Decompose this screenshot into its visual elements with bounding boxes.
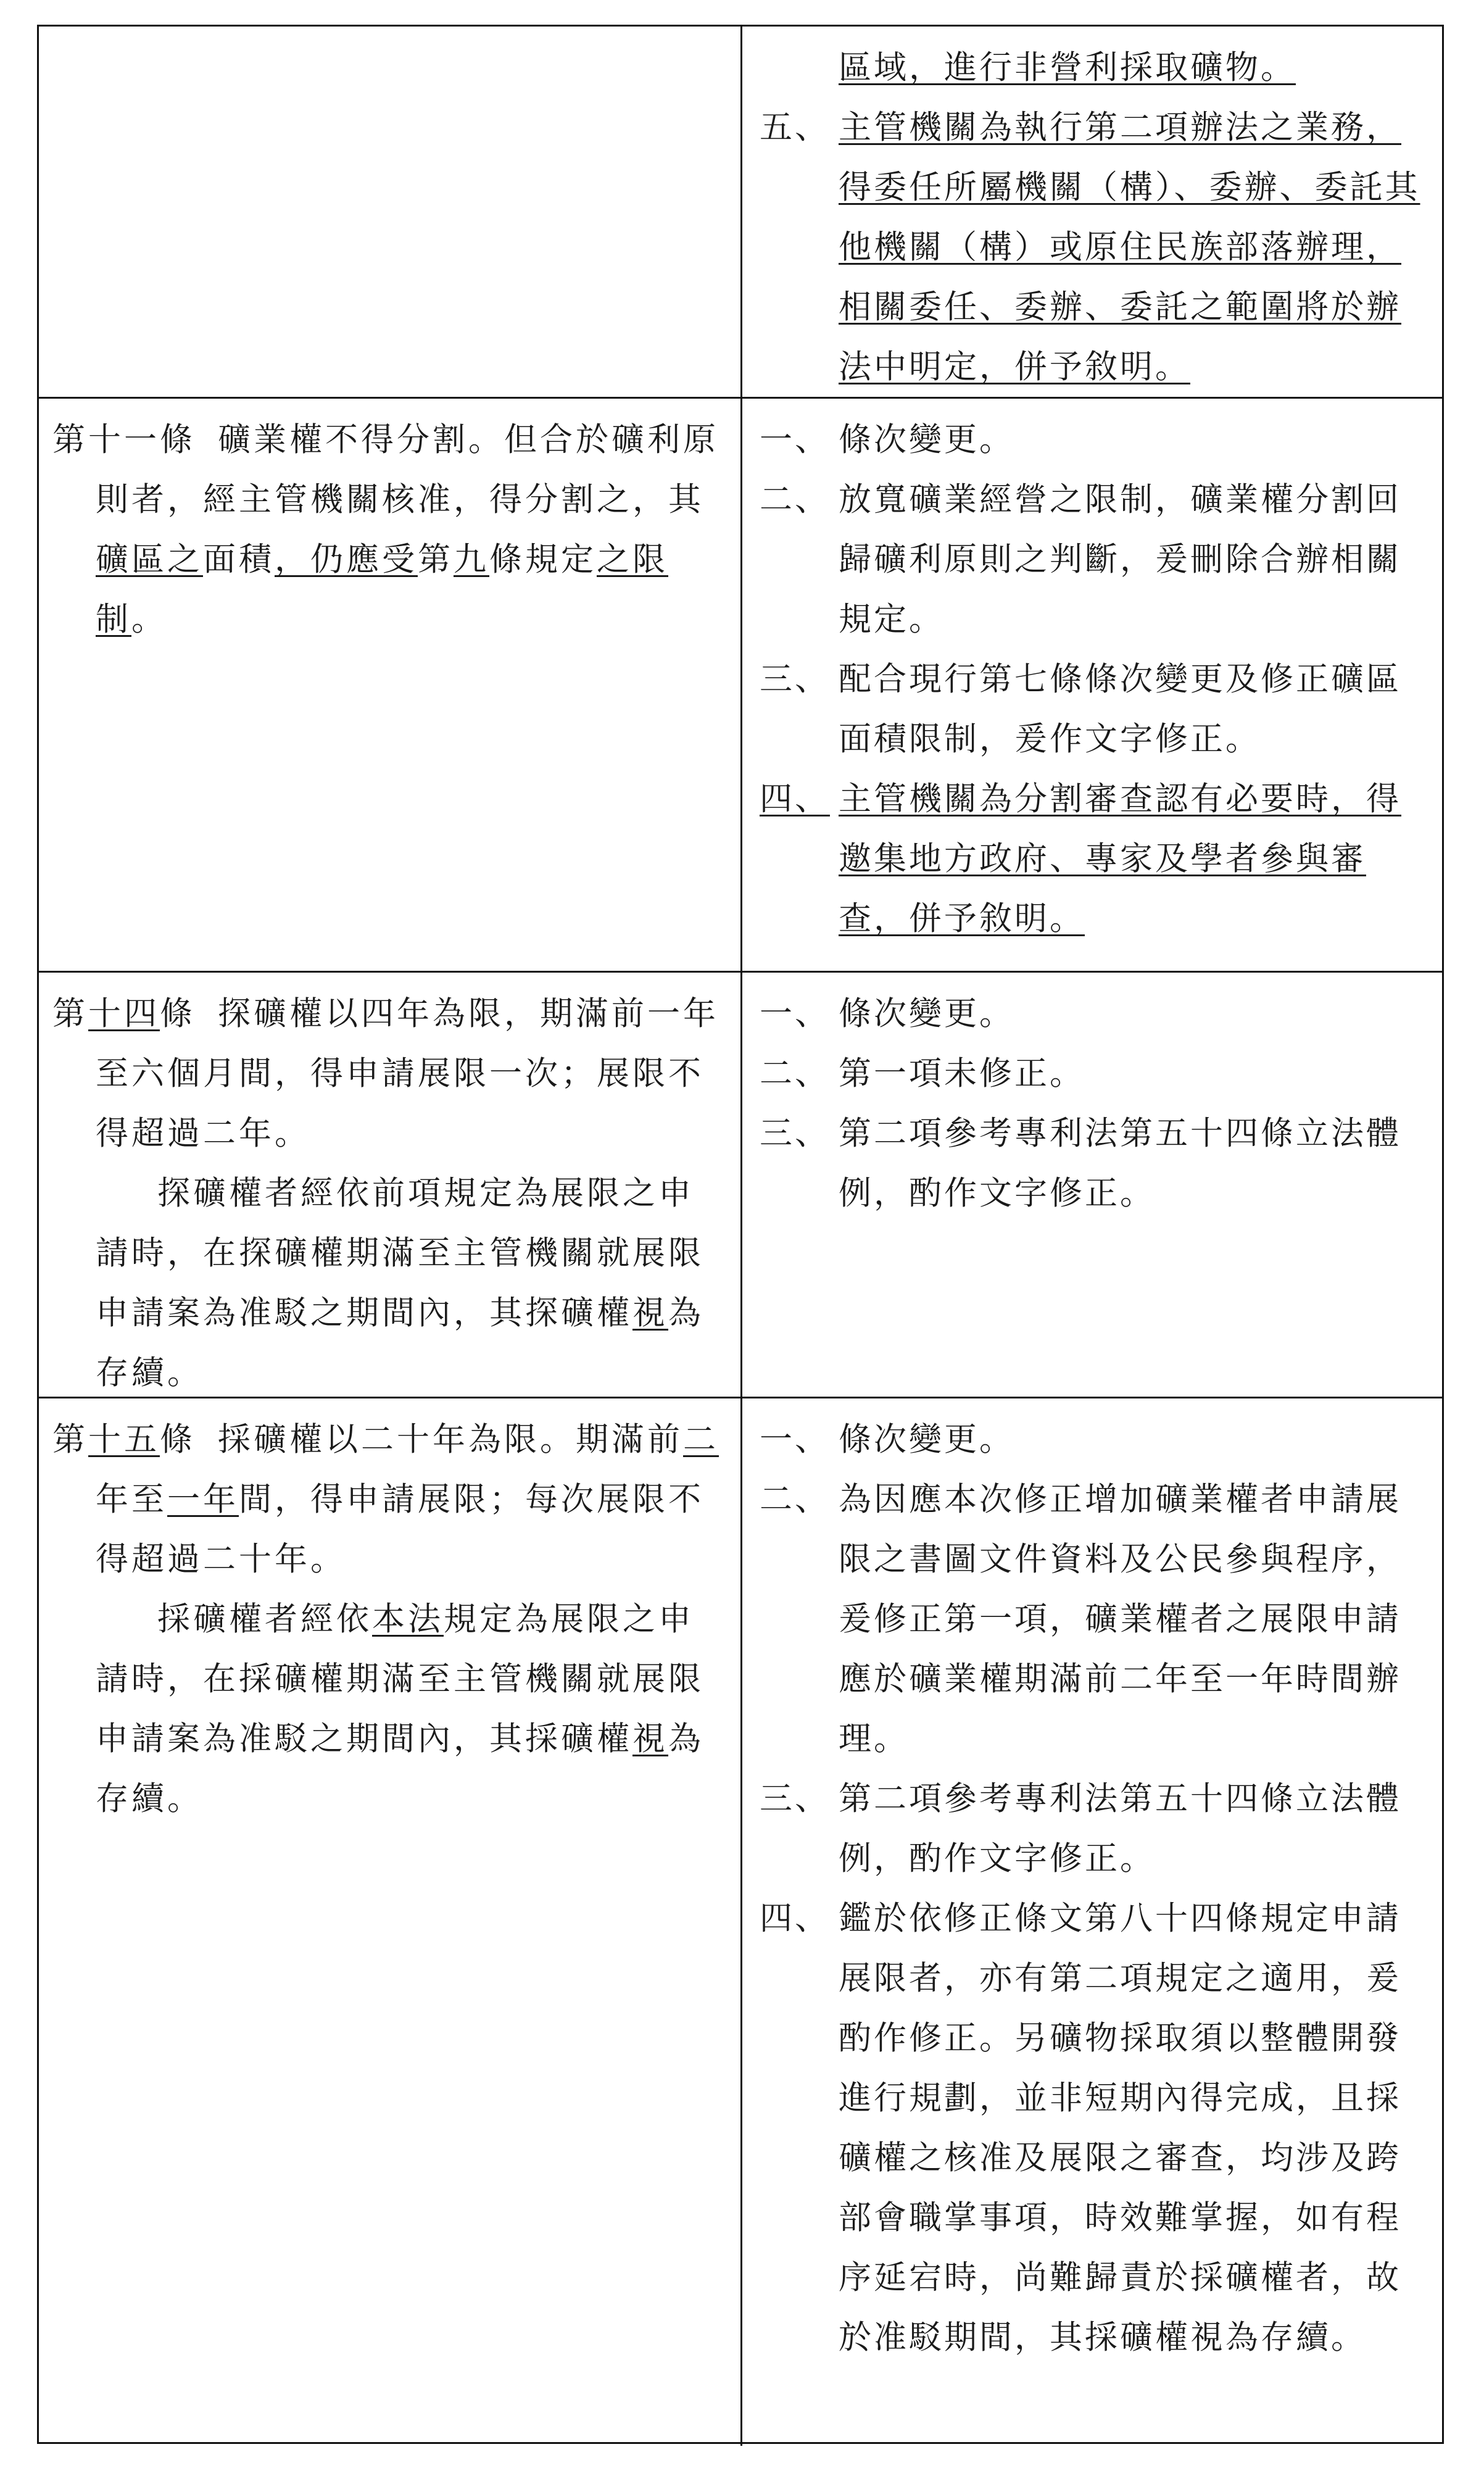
item-text: 為因應本次修正增加礦業權者申請展限之書圖文件資料及公民參與程序，爰修正第一項，礦業權者之展限申請應於礦業權期滿前二年至一年時間辦理。 <box>839 1481 1401 1758</box>
explanation-item <box>760 984 1435 1044</box>
explanation-item <box>760 410 1435 470</box>
explanation-cell <box>742 399 1446 971</box>
item-number: 一、 <box>760 421 830 459</box>
explanation-item <box>760 470 1435 649</box>
table-row <box>39 1397 1442 2446</box>
item-number: 五、 <box>760 109 830 146</box>
article-15-paragraph-2: 採礦權者經依本法規定為展限之申請時，在採礦權期滿至主管機關就展限申請案為准駁之期間內，其採礦權視為存續。 <box>96 1600 704 1818</box>
item-text: 放寬礦業經營之限制，礦業權分割回歸礦利原則之判斷，爰刪除合辦相關規定。 <box>839 481 1401 638</box>
item-number: 一、 <box>760 995 830 1032</box>
item-number: 三、 <box>760 1780 830 1818</box>
explanation-item <box>760 1769 1435 1888</box>
article-15-paragraph-1: 第十五條 採礦權以二十年為限。期滿前二年至一年間，得申請展限；每次展限不得超過二十年。 <box>52 1421 719 1578</box>
article-text-cell <box>39 27 742 397</box>
explanation-item <box>760 1888 1435 2367</box>
explanation-cell <box>742 973 1446 1397</box>
item-number: 二、 <box>760 1055 830 1092</box>
explanation-item <box>760 769 1435 949</box>
item-number: 四、 <box>760 780 830 818</box>
table-row <box>39 397 1442 971</box>
article-11: 第十一條 礦業權不得分割。但合於礦利原則者，經主管機關核准，得分割之，其礦區之面積，仍應受第九條規定之限制。 <box>52 421 719 638</box>
item-number: 三、 <box>760 660 830 698</box>
article-14-paragraph-1: 第十四條 探礦權以四年為限，期滿前一年至六個月間，得申請展限一次；展限不得超過二年。 <box>52 995 719 1152</box>
explanation-item <box>760 1410 1435 1469</box>
item-number: 二、 <box>760 1481 830 1518</box>
explanation-item <box>760 649 1435 769</box>
item-text: 條次變更。 <box>839 1421 1014 1458</box>
article-heading: 第十四條 <box>52 995 196 1032</box>
explanation-cell <box>742 1398 1446 2446</box>
item-number: 二、 <box>760 481 830 518</box>
article-text-cell <box>39 399 742 971</box>
item-text: 第二項參考專利法第五十四條立法體例，酌作文字修正。 <box>839 1780 1401 1877</box>
item-text: 條次變更。 <box>839 421 1014 459</box>
article-heading: 第十一條 <box>52 421 196 459</box>
explanation-item <box>760 98 1435 397</box>
explanation-item <box>760 1469 1435 1769</box>
item-text: 第二項參考專利法第五十四條立法體例，酌作文字修正。 <box>839 1115 1401 1212</box>
item-number: 一、 <box>760 1421 830 1458</box>
continued-explanation-text: 區域，進行非營利採取礦物。 <box>839 49 1296 86</box>
article-14-paragraph-2: 探礦權者經依前項規定為展限之申請時，在探礦權期滿至主管機關就展限申請案為准駁之期間內，其探礦權視為存續。 <box>96 1174 704 1392</box>
item-text: 主管機關為分割審查認有必要時，得邀集地方政府、專家及學者參與審查，併予敘明。 <box>839 780 1401 937</box>
item-text: 第一項未修正。 <box>839 1055 1085 1092</box>
explanation-item <box>760 1044 1435 1103</box>
table-row <box>39 27 1442 397</box>
explanation-item <box>760 1103 1435 1223</box>
item-number: 三、 <box>760 1115 830 1152</box>
article-text-cell <box>39 1398 742 2446</box>
table-row <box>39 971 1442 1397</box>
article-heading: 第十五條 <box>52 1421 196 1458</box>
item-text: 鑑於依修正條文第八十四條規定申請展限者，亦有第二項規定之適用，爰酌作修正。另礦物採取須以整體開發進行規劃，並非短期內得完成，且採礦權之核准及展限之審查，均涉及跨部會職掌事項，時效難掌握，如有程序延宕時，尚難歸責於採礦權者，故於准駁期間，其採礦權視為存續。 <box>839 1900 1401 2356</box>
amendment-comparison-table <box>37 25 1444 2444</box>
item-text: 條次變更。 <box>839 995 1014 1032</box>
item-text: 主管機關為執行第二項辦法之業務，得委任所屬機關（構）、委辦、委託其他機關（構）或原住民族部落辦理，相關委任、委辦、委託之範圍將於辦法中明定，併予敘明。 <box>839 109 1420 386</box>
item-number: 四、 <box>760 1900 830 1937</box>
explanation-cell <box>742 27 1446 397</box>
item-text: 配合現行第七條條次變更及修正礦區面積限制，爰作文字修正。 <box>839 660 1401 758</box>
article-text-cell <box>39 973 742 1397</box>
